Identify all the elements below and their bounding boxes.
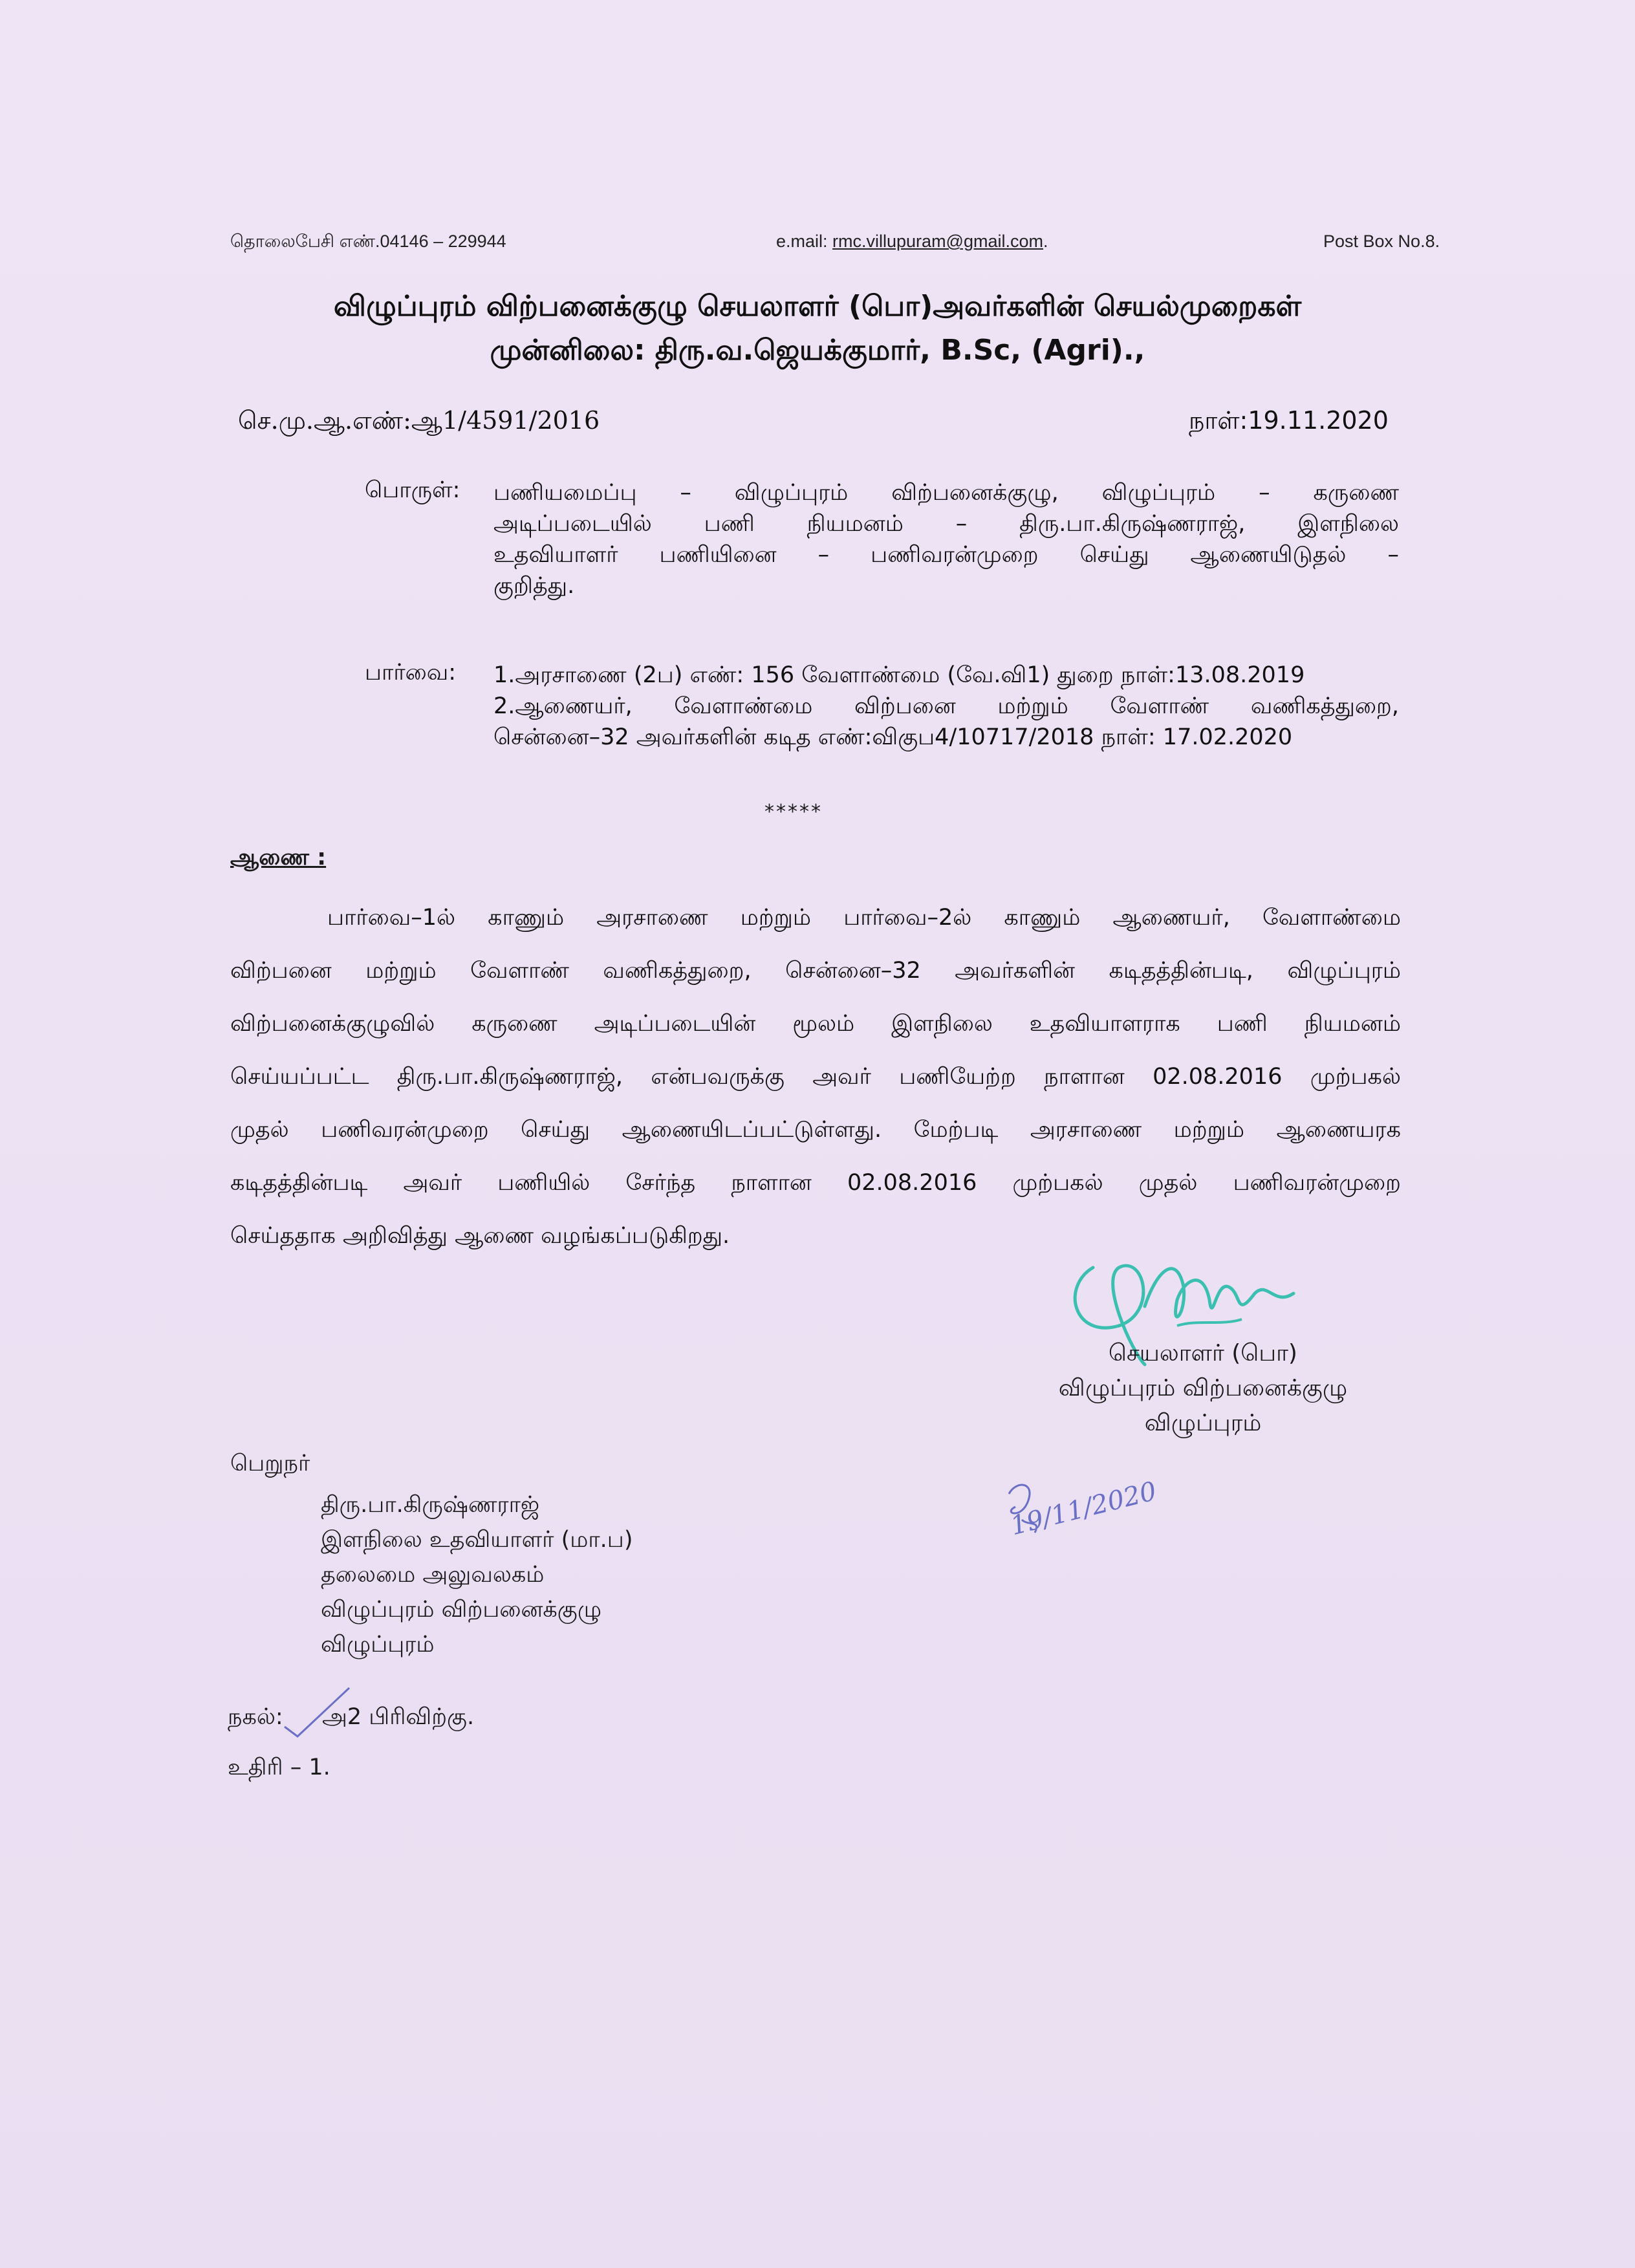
subject-line: அடிப்படையில் பணி நியமனம் – திரு.பா.கிருஷ்ணராஜ், இளநிலை — [493, 511, 1399, 537]
references-label: பார்வை: — [365, 660, 457, 686]
reference-line: 1.அரசாணை (2ப) எண்: 156 வேளாண்மை (வே.வி1) துறை நாள்:13.08.2019 — [493, 662, 1305, 688]
subject-line: பணியமைப்பு – விழுப்புரம் விற்பனைக்குழு, விழுப்புரம் – கருணை — [493, 480, 1399, 506]
copy-text: அ2 பிரிவிற்கு. — [322, 1704, 475, 1730]
title-line-1: விழுப்புரம் விற்பனைக்குழு செயலாளர் (பொ)அவர்களின் செயல்முறைகள் — [333, 290, 1302, 323]
recipient-address — [321, 1487, 633, 1662]
email-label: e.mail: — [776, 232, 833, 251]
order-line: விற்பனை மற்றும் வேளாண் வணிகத்துறை, சென்னை–32 அவர்களின் கடிதத்தின்படி, விழுப்புரம் — [230, 958, 1401, 984]
recipient-label: பெறுநர் — [230, 1451, 310, 1476]
title-line-2: முன்னிலை: திரு.வ.ஜெயக்குமார், B.Sc, (Agri)., — [490, 334, 1145, 367]
email-link[interactable]: rmc.villupuram@gmail.com — [832, 232, 1043, 251]
subject-line: குறித்து. — [493, 573, 575, 599]
document-title — [0, 285, 1635, 373]
email-line — [776, 232, 1048, 252]
order-heading: ஆணை : — [230, 845, 327, 870]
handwritten-date: 19/11/2020 — [1007, 1476, 1160, 1542]
email-suffix: . — [1043, 232, 1048, 251]
reference-line: சென்னை–32 அவர்களின் கடித எண்:விகுப4/10717/2018 நாள்: 17.02.2020 — [493, 724, 1293, 750]
recipient-line: இளநிலை உதவியாளர் (மா.ப) — [321, 1527, 633, 1553]
subject-text — [493, 477, 1399, 601]
reference-date: நாள்:19.11.2020 — [1189, 406, 1389, 435]
separator-stars: ***** — [764, 801, 823, 823]
recipient-line: விழுப்புரம் — [321, 1632, 435, 1658]
references-text — [493, 660, 1399, 753]
signatory-office: விழுப்புரம் விற்பனைக்குழு — [1058, 1375, 1348, 1401]
order-line: செய்யப்பட்ட திரு.பா.கிருஷ்ணராஜ், என்பவருக்கு அவர் பணியேற்ற நாளான 02.08.2016 முற்பகல் — [230, 1064, 1401, 1090]
order-line: செய்ததாக அறிவித்து ஆணை வழங்கப்படுகிறது. — [230, 1223, 730, 1249]
order-line: பார்வை–1ல் காணும் அரசாணை மற்றும் பார்வை–2ல் காணும் ஆணையர், வேளாண்மை — [327, 905, 1401, 931]
spare-copies: உதிரி – 1. — [228, 1755, 330, 1780]
recipient-line: விழுப்புரம் விற்பனைக்குழு — [321, 1597, 602, 1623]
signatory-place: விழுப்புரம் — [1144, 1410, 1262, 1436]
phone-number: தொலைபேசி எண்.04146 – 229944 — [230, 232, 506, 251]
reference-number: செ.மு.ஆ.எண்:ஆ1/4591/2016 — [238, 406, 600, 435]
recipient-line: திரு.பா.கிருஷ்ணராஜ் — [321, 1492, 540, 1518]
order-line: முதல் பணிவரன்முறை செய்து ஆணையிடப்பட்டுள்ளது. மேற்படி அரசாணை மற்றும் ஆணையரக — [230, 1117, 1401, 1143]
reference-line: 2.ஆணையர், வேளாண்மை விற்பனை மற்றும் வேளாண் வணிகத்துறை, — [493, 693, 1399, 719]
copy-label: நகல்: — [228, 1704, 283, 1730]
order-body — [230, 891, 1401, 1262]
order-line: கடிதத்தின்படி அவர் பணியில் சேர்ந்த நாளான 02.08.2016 முற்பகல் முதல் பணிவரன்முறை — [230, 1170, 1401, 1196]
recipient-line: தலைமை அலுவலகம் — [321, 1562, 545, 1588]
signatory-title: செயலாளர் (பொ) — [1109, 1340, 1297, 1366]
post-box: Post Box No.8. — [1323, 232, 1440, 251]
order-line: விற்பனைக்குழுவில் கருணை அடிப்படையின் மூலம் இளநிலை உதவியாளராக பணி நியமனம் — [230, 1011, 1401, 1037]
signatory-block — [970, 1336, 1436, 1441]
subject-label: பொருள்: — [365, 477, 460, 503]
subject-line: உதவியாளர் பணியினை – பணிவரன்முறை செய்து ஆணையிடுதல் – — [493, 542, 1399, 568]
